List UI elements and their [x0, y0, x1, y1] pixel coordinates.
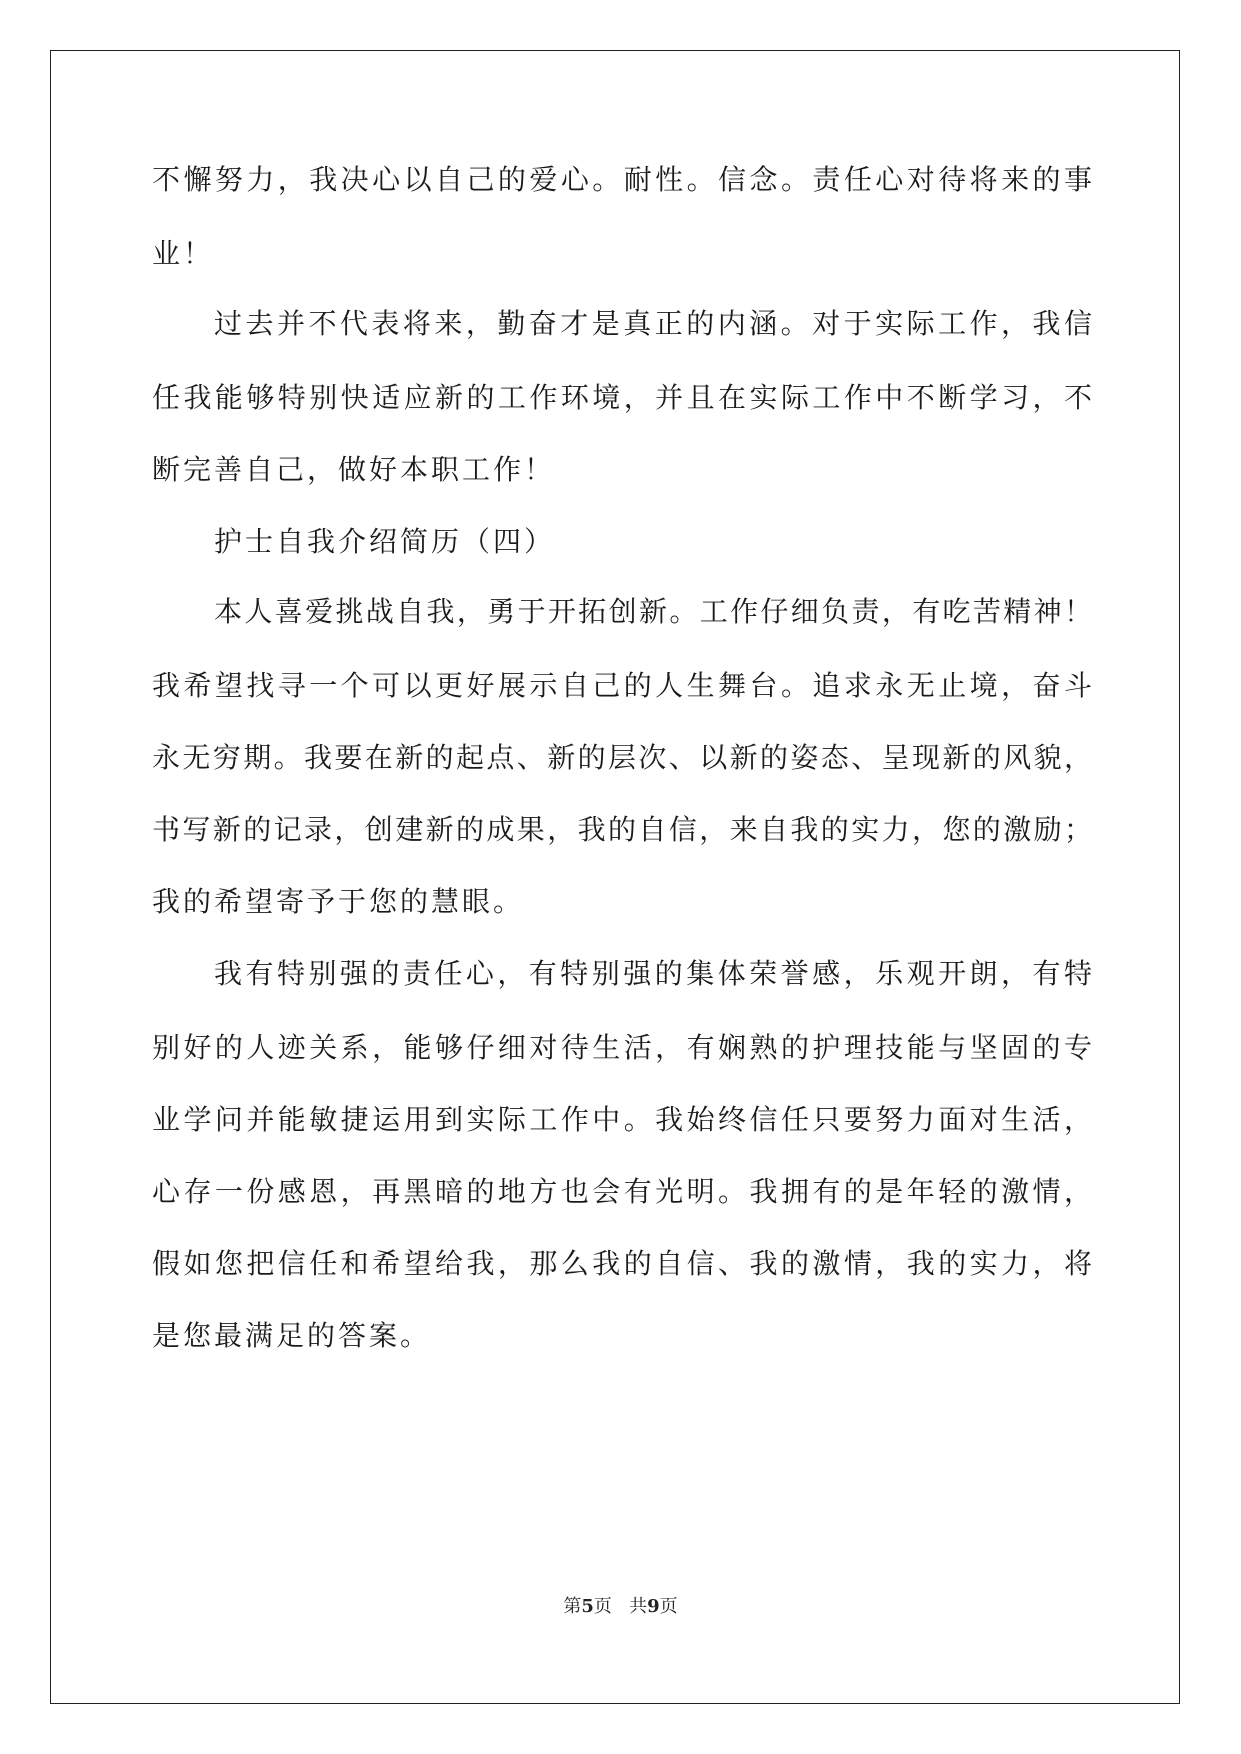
paragraph-start-line: 我有特别强的责任心，有特别强的集体荣誉感，乐观开朗，有特 [214, 957, 1092, 990]
text-line: 心存一份感恩，再黑暗的地方也会有光明。我拥有的是年轻的激情， [152, 1175, 1092, 1208]
page-number-footer [0, 1592, 1241, 1618]
paragraph-start-line: 本人喜爱挑战自我，勇于开拓创新。工作仔细负责，有吃苦精神！ [214, 595, 1092, 628]
total-page-number: 9 [647, 1596, 660, 1617]
text-line: 假如您把信任和希望给我，那么我的自信、我的激情，我的实力，将 [152, 1247, 1092, 1280]
text-line: 不懈努力，我决心以自己的爱心。耐性。信念。责任心对待将来的事 [152, 163, 1092, 196]
total-prefix: 共 [629, 1596, 648, 1617]
text-line: 别好的人迹关系，能够仔细对待生活，有娴熟的护理技能与坚固的专 [152, 1031, 1092, 1064]
text-line: 业！ [152, 237, 215, 270]
text-line: 断完善自己，做好本职工作！ [152, 453, 556, 486]
text-line: 我希望找寻一个可以更好展示自己的人生舞台。追求永无止境，奋斗 [152, 669, 1092, 702]
text-line: 永无穷期。我要在新的起点、新的层次、以新的姿态、呈现新的风貌， [152, 741, 1092, 774]
section-heading: 护士自我介绍简历（四） [214, 525, 556, 558]
page-prefix: 第 [563, 1596, 582, 1617]
current-page-number: 5 [581, 1596, 594, 1617]
text-line: 我的希望寄予于您的慧眼。 [152, 885, 525, 918]
text-line: 业学问并能敏捷运用到实际工作中。我始终信任只要努力面对生活， [152, 1103, 1092, 1136]
text-line: 是您最满足的答案。 [152, 1319, 432, 1352]
page-suffix: 页 [593, 1596, 612, 1617]
text-line: 书写新的记录，创建新的成果，我的自信，来自我的实力，您的激励； [152, 813, 1092, 846]
text-line: 任我能够特别快适应新的工作环境，并且在实际工作中不断学习，不 [152, 381, 1092, 414]
total-suffix: 页 [659, 1596, 678, 1617]
paragraph-start-line: 过去并不代表将来，勤奋才是真正的内涵。对于实际工作，我信 [214, 307, 1092, 340]
page-border [50, 50, 1180, 1704]
